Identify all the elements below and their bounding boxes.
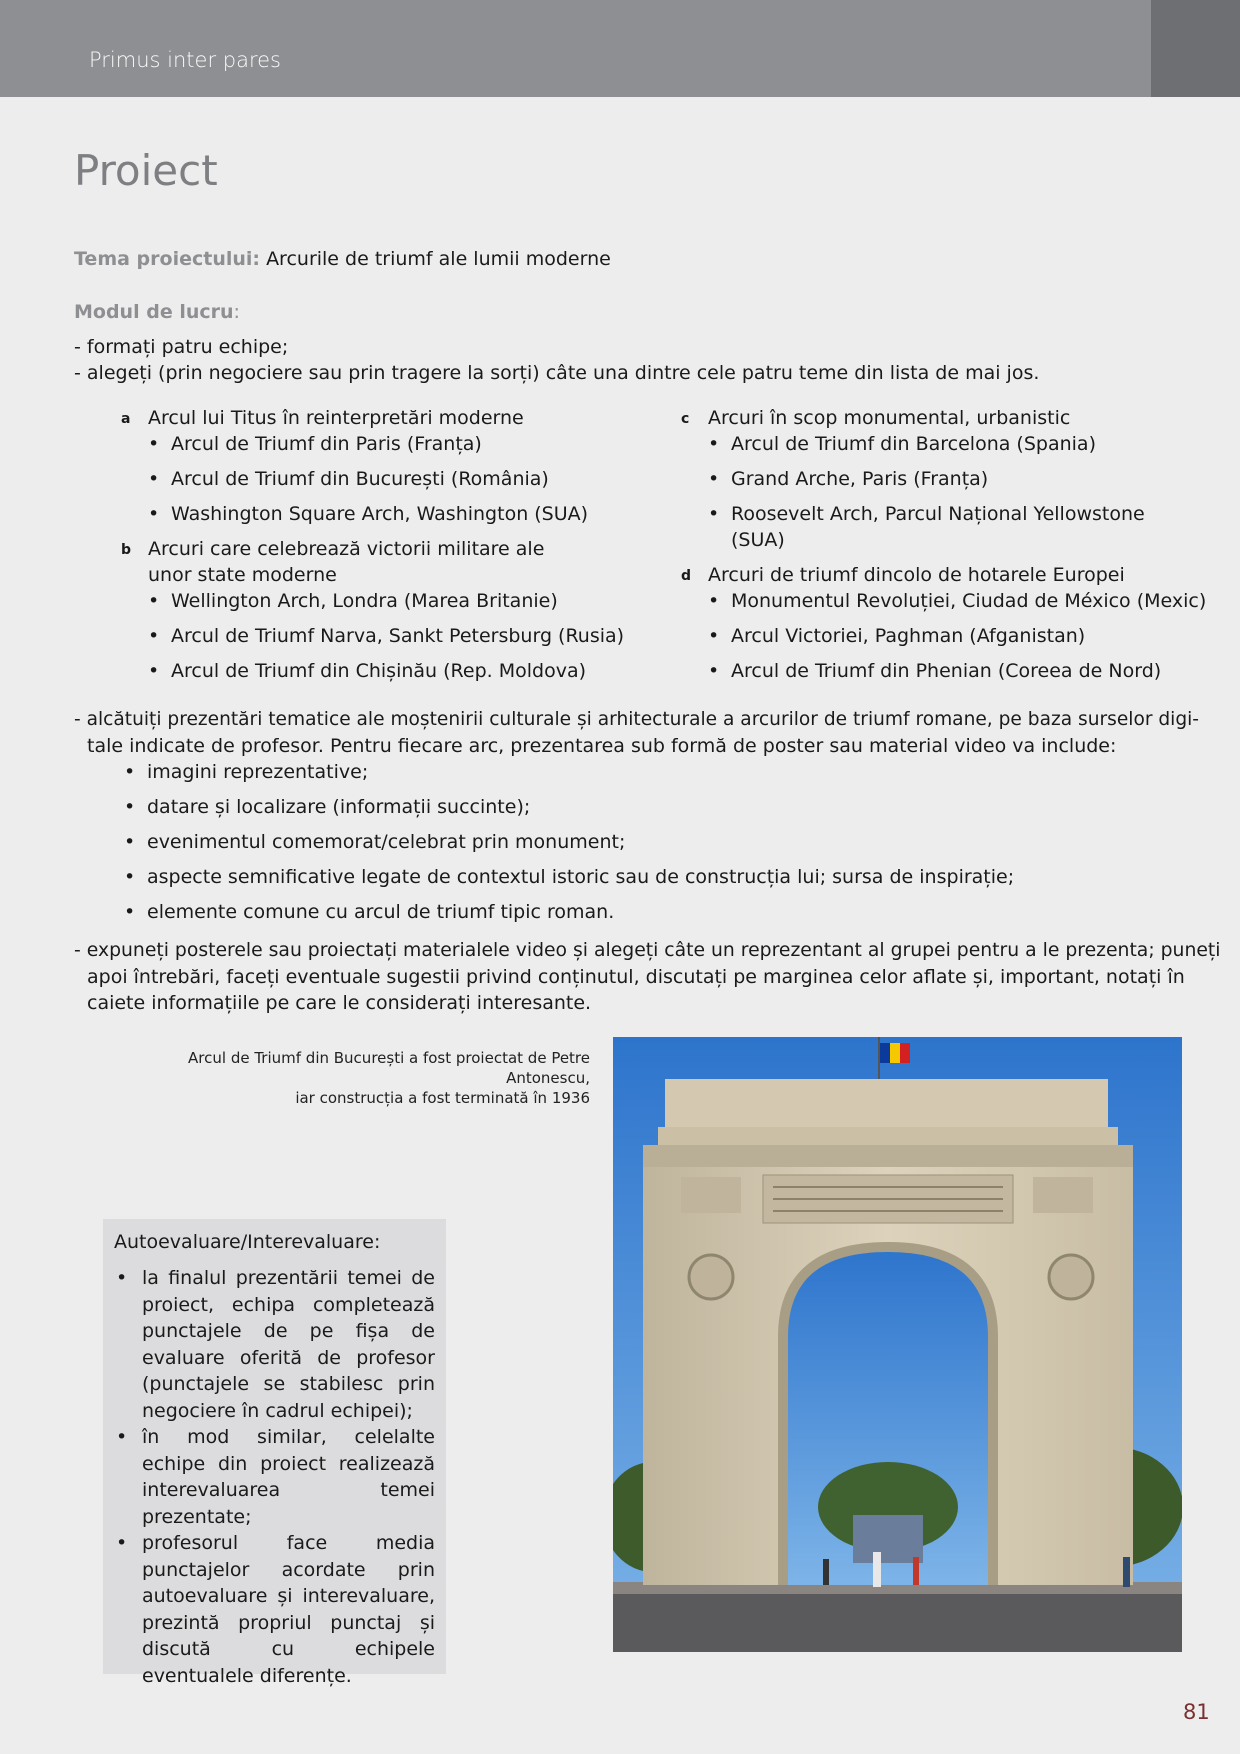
- list-item: • Arcul de Triumf din București (România): [121, 466, 641, 492]
- group-letter: a: [121, 411, 131, 427]
- group-title: Arcuri care celebrează victorii militare ale unor state moderne: [148, 538, 545, 586]
- list-item: • Arcul de Triumf din Chișinău (Rep. Moldova): [121, 658, 588, 684]
- list-item: • datare și localizare (informații succinte);: [121, 794, 1181, 820]
- list-item: • aspecte semnificative legate de contextul istoric sau de construcția lui; sursa de inspirație;: [121, 864, 1181, 890]
- theme-line: [74, 246, 611, 272]
- list-item: • evenimentul comemorat/celebrat prin monument;: [121, 829, 1181, 855]
- list-item: • Wellington Arch, Londra (Marea Britanie): [121, 588, 588, 614]
- page-number: 81: [1183, 1700, 1210, 1724]
- group-a: [121, 405, 641, 527]
- list-item: • Roosevelt Arch, Parcul Național Yellowstone (SUA): [681, 501, 1151, 553]
- groups-left: [121, 405, 641, 684]
- list-item: • profesorul face media punctajelor acordate prin autoevaluare și interevaluare, prezintă propriul punctaj și discută cu echipele eventualele diferențe.: [115, 1530, 435, 1689]
- arch-photo: [613, 1037, 1182, 1652]
- evaluation-list: [115, 1265, 435, 1689]
- presentation-line-1: - alcătuiți prezentări tematice ale moștenirii culturale și arhitecturale a arcurilor de triumf romane, pe baza surselor digi-: [74, 709, 1200, 730]
- caption-line-2: iar construcția a fost terminată în 1936: [295, 1089, 590, 1107]
- evaluation-title: Autoevaluare/Interevaluare:: [114, 1231, 381, 1253]
- theme-value: Arcurile de triumf ale lumii moderne: [266, 248, 611, 270]
- group-letter: c: [681, 411, 690, 427]
- header-tab: [1151, 0, 1240, 97]
- list-item: • imagini reprezentative;: [121, 759, 1181, 785]
- expose-line-2: apoi întrebări, faceți eventuale sugestii privind conținutul, discutați pe marginea celor aflate și, important, notați în: [87, 966, 1185, 988]
- expose-line-3: caiete informațiile pe care le considerați interesante.: [87, 992, 592, 1014]
- list-item: • Arcul de Triumf din Barcelona (Spania): [681, 431, 1181, 457]
- group-b: [121, 536, 625, 684]
- group-letter: d: [681, 568, 692, 584]
- group-letter: b: [121, 542, 132, 558]
- arch-illustration: [613, 1037, 1182, 1652]
- group-d: [681, 562, 1207, 684]
- header-title: Primus inter pares: [89, 48, 281, 72]
- theme-label: Tema proiectului:: [74, 248, 261, 270]
- list-item: • Monumentul Revoluției, Ciudad de México (Mexic): [681, 588, 1181, 614]
- list-item: • Washington Square Arch, Washington (SUA): [121, 501, 641, 527]
- work-step-2: - alegeți (prin negociere sau prin tragere la sorți) câte una dintre cele patru teme din lista de mai jos.: [74, 362, 1040, 384]
- group-c: [681, 405, 1181, 553]
- group-title: Arcuri în scop monumental, urbanistic: [708, 407, 1071, 429]
- caption-line-1: Arcul de Triumf din București a fost proiectat de Petre Antonescu,: [188, 1049, 590, 1087]
- list-item: • Arcul de Triumf din Paris (Franța): [121, 431, 641, 457]
- list-item: • Arcul Victoriei, Paghman (Afganistan): [681, 623, 1181, 649]
- list-item: • Grand Arche, Paris (Franța): [681, 466, 1181, 492]
- list-item: • elemente comune cu arcul de triumf tipic roman.: [121, 899, 1181, 925]
- list-item: • Arcul de Triumf din Phenian (Coreea de Nord): [681, 658, 1181, 684]
- presentation-list: [121, 759, 1181, 934]
- photo-caption: [110, 1048, 590, 1108]
- work-step-1: - formați patru echipe;: [74, 336, 289, 358]
- work-colon: :: [233, 301, 240, 323]
- group-title: Arcuri de triumf dincolo de hotarele Europei: [708, 564, 1125, 586]
- expose-line-1: - expuneți posterele sau proiectați materialele video și alegeți câte un reprezentant al grupei pentru a le prezenta; puneți: [74, 940, 1221, 961]
- list-item: • la finalul prezentării temei de proiect, echipa completează punctajele de pe fișa de evaluare oferită de profesor (punctajele se stabilesc prin negociere în cadrul echipei);: [115, 1265, 435, 1424]
- list-item: • Arcul de Triumf Narva, Sankt Petersburg (Rusia): [121, 623, 588, 649]
- presentation-line-2: tale indicate de profesor. Pentru fiecare arc, prezentarea sub formă de poster sau material video va include:: [87, 735, 1117, 757]
- page-title: Proiect: [74, 146, 218, 195]
- list-item: • în mod similar, celelalte echipe din proiect realizează interevaluarea temei prezentate;: [115, 1424, 435, 1530]
- groups-right: [681, 405, 1207, 684]
- group-title: Arcul lui Titus în reinterpretări moderne: [148, 407, 524, 429]
- work-label: Modul de lucru: [74, 301, 234, 323]
- work-heading: [74, 299, 240, 325]
- evaluation-box: [103, 1219, 446, 1687]
